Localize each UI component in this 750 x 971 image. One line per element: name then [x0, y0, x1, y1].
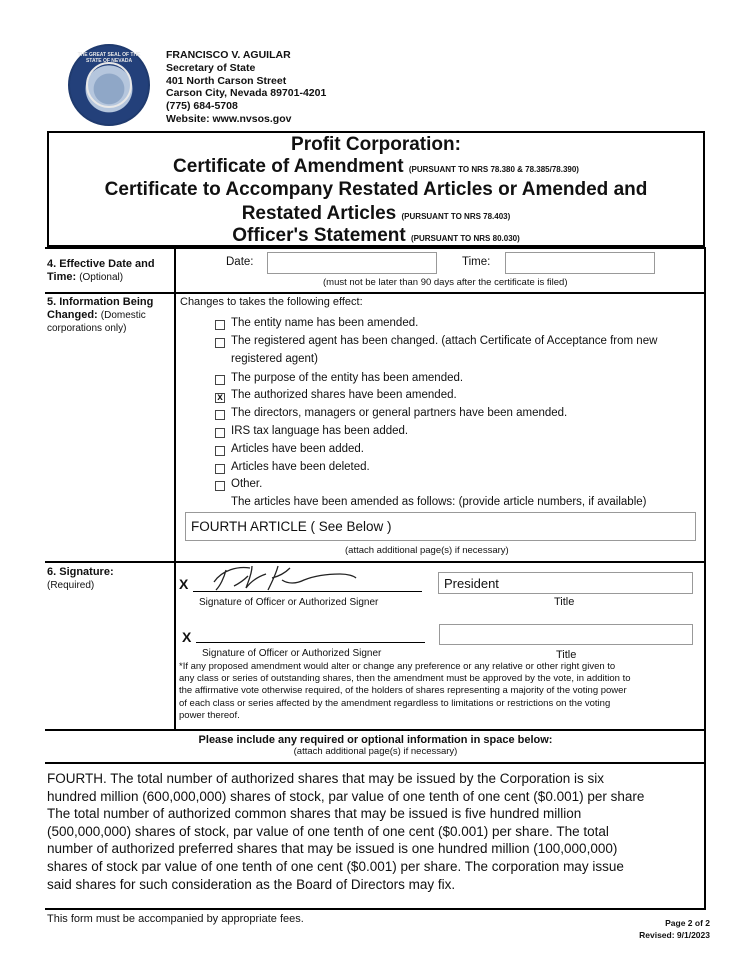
title-line4 [49, 203, 703, 225]
form-title-box [47, 131, 705, 247]
section5-label-note: (Domestic corporations only) [47, 310, 146, 334]
nevada-state-seal [68, 44, 150, 126]
signature-x-mark: X [179, 576, 189, 592]
option-directors: The directors, managers or general partners have been amended. [231, 407, 568, 419]
checkbox-irs-tax[interactable] [215, 428, 225, 438]
row-divider [45, 908, 706, 910]
title-line2-text: Certificate of Amendment [173, 156, 404, 177]
title-line1: Profit Corporation: [291, 134, 461, 155]
option-registered-agent: The registered agent has been changed. (attach Certificate of Acceptance from new [231, 335, 658, 347]
secretary-of-state-header [166, 49, 326, 126]
changes-intro: Changes to takes the following effect: [180, 296, 363, 308]
footnote-line: any class or series of outstanding shares, then the amendment must be approved by the vote, in addition to [179, 673, 631, 685]
option-purpose: The purpose of the entity has been amended. [231, 372, 464, 384]
sos-street: 401 North Carson Street [166, 74, 287, 87]
checkbox-authorized-shares[interactable]: x [215, 393, 225, 403]
checkbox-articles-added[interactable] [215, 446, 225, 456]
checkbox-registered-agent[interactable] [215, 338, 225, 348]
right-border [704, 247, 706, 910]
optional-info-text[interactable] [47, 770, 702, 893]
checkbox-name-amended[interactable] [215, 320, 225, 330]
row-divider [45, 729, 706, 731]
signature-caption-1: Signature of Officer or Authorized Signer [199, 597, 379, 608]
seal-emblem-icon [86, 62, 132, 108]
signature-line-2[interactable] [196, 642, 425, 643]
signature-line-1 [193, 591, 422, 592]
optional-info-line: shares of stock par value of one tenth of one cent ($0.001) per share. The corporation may issue [47, 858, 624, 874]
title-line2 [49, 156, 703, 178]
sos-name: FRANCISCO V. AGUILAR [166, 49, 291, 61]
optional-info-line: hundred million (600,000,000) shares of stock, par value of one tenth of one cent ($0.001) per share [47, 788, 645, 804]
option-other: Other. [231, 478, 263, 490]
section5-label-text: 5. Information Being Changed: [47, 296, 154, 321]
option-articles-deleted: Articles have been deleted. [231, 461, 370, 473]
optional-info-subheading: (attach additional page(s) if necessary) [293, 746, 458, 757]
title-line5 [49, 225, 703, 247]
footnote-line: *If any proposed amendment would alter or change any preference or any relative or other right given to [179, 661, 616, 672]
optional-info-line: The total number of authorized common shares that may be issued is five hundred million [47, 806, 582, 822]
optional-info-line: number of authorized preferred shares that may be issued is one hundred million (100,000,000) [47, 841, 618, 857]
optional-info-line: (500,000,000) shares of stock, par value of one tenth of one cent ($0.001) per share. The total [47, 823, 609, 839]
attach-pages-note: (attach additional page(s) if necessary) [345, 545, 509, 556]
row-divider [45, 292, 706, 294]
checkbox-purpose[interactable] [215, 375, 225, 385]
row-divider [45, 561, 706, 563]
footnote-line: the affirmative vote otherwise required, of the holders of shares representing a majority of the voting power [179, 685, 627, 697]
section4-label [47, 258, 172, 284]
officer-title-input-1[interactable] [438, 572, 693, 594]
seal-text: THE GREAT SEAL OF THE STATE OF NEVADA [77, 52, 141, 64]
effective-date-note: (must not be later than 90 days after the certificate is filed) [323, 277, 568, 288]
title-line5-note: (PURSUANT TO NRS 80.030) [410, 234, 520, 243]
option-articles-added: Articles have been added. [231, 443, 364, 455]
title-caption-1: Title [554, 596, 575, 608]
effective-time-input[interactable] [505, 252, 655, 274]
optional-info-line: said shares for such consideration as the Board of Directors may fix. [47, 876, 456, 892]
footnote-line: of each class or series affected by the amendment regardless to limitations or restrictions on the voting [179, 697, 611, 709]
officer-title-value-1: President [444, 576, 499, 591]
signature-x-mark-2: X [182, 629, 192, 645]
officer-title-value-2 [440, 625, 692, 631]
option-registered-agent-cont: registered agent) [231, 353, 318, 365]
page-number: Page 2 of 2 [665, 918, 710, 928]
title-line5-text: Officer's Statement [232, 225, 406, 246]
option-irs-tax: IRS tax language has been added. [231, 425, 409, 437]
sos-website: Website: www.nvsos.gov [166, 112, 292, 125]
option-name-amended: The entity name has been amended. [231, 317, 419, 329]
article-amendment-value: FOURTH ARTICLE ( See Below ) [191, 519, 392, 534]
fees-note: This form must be accompanied by appropriate fees. [47, 913, 304, 925]
signature-caption-2: Signature of Officer or Authorized Signer [202, 648, 382, 659]
sos-phone: (775) 684-5708 [166, 100, 238, 113]
officer-signature-scribble [208, 560, 358, 592]
title-line4-text: Restated Articles [241, 203, 397, 224]
footnote-line: power thereof. [179, 709, 240, 721]
checkbox-directors[interactable] [215, 410, 225, 420]
title-caption-2: Title [556, 649, 577, 661]
title-line3: Certificate to Accompany Restated Articles or Amended and [104, 179, 648, 200]
checkbox-other[interactable] [215, 481, 225, 491]
effective-time-value [506, 253, 654, 259]
section6-label-text: 6. Signature: [47, 566, 114, 578]
effective-date-value [268, 253, 436, 259]
section6-label [47, 566, 172, 592]
checkbox-articles-deleted[interactable] [215, 464, 225, 474]
optional-info-line: FOURTH. The total number of authorized shares that may be issued by the Corporation is six [47, 771, 605, 786]
column-divider [174, 247, 176, 730]
title-line4-note: (PURSUANT TO NRS 78.403) [401, 212, 511, 221]
section5-label [47, 296, 172, 335]
officer-title-input-2[interactable] [439, 624, 693, 645]
section4-label-note: (Optional) [79, 272, 124, 283]
article-amendment-input[interactable] [185, 512, 696, 541]
row-divider [45, 247, 706, 249]
section4-label-text: 4. Effective Date and Time: [47, 258, 155, 283]
sos-city: Carson City, Nevada 89701-4201 [166, 87, 327, 100]
title-line2-note: (PURSUANT TO NRS 78.380 & 78.385/78.390) [408, 165, 579, 174]
time-label: Time: [462, 256, 491, 268]
optional-info-heading: Please include any required or optional information in space below: [198, 734, 553, 746]
section6-label-note: (Required) [47, 580, 95, 591]
amended-follows-instruction: The articles have been amended as follows: (provide article numbers, if available) [231, 496, 647, 508]
amendment-footnote [179, 661, 631, 722]
sos-office: Secretary of State [166, 61, 256, 74]
revised-date: Revised: 9/1/2023 [639, 930, 710, 940]
option-authorized-shares: The authorized shares have been amended. [231, 389, 457, 401]
date-label: Date: [226, 256, 254, 268]
effective-date-input[interactable] [267, 252, 437, 274]
row-divider [45, 762, 706, 764]
